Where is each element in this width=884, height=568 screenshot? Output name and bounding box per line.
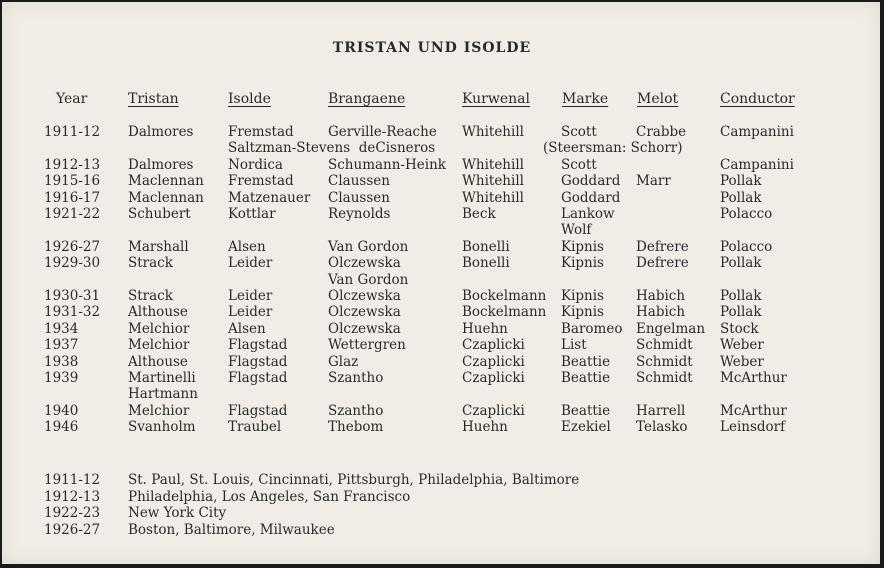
tour-year: 1926-27 — [44, 521, 101, 538]
cell-tristan: Marshall — [128, 238, 189, 255]
cell-kurwenal: Huehn — [462, 320, 508, 337]
document-page — [2, 2, 880, 564]
cell-tristan-alt: Hartmann — [128, 386, 198, 403]
tour-year: 1912-13 — [44, 488, 101, 505]
cell-conductor: McArthur — [720, 402, 787, 419]
cell-conductor: Pollak — [720, 287, 762, 304]
cell-isolde: Alsen — [228, 238, 266, 255]
cell-melot: Schmidt — [636, 369, 693, 386]
cell-brangaene: Olczewska — [328, 304, 401, 321]
cell-kurwenal: Huehn — [462, 419, 508, 436]
cell-marke: Beattie — [561, 353, 611, 370]
cell-kurwenal: Czaplicki — [462, 402, 525, 419]
tour-year: 1922-23 — [44, 505, 101, 522]
cell-marke: Beattie — [561, 369, 611, 386]
cell-marke: Beattie — [561, 402, 611, 419]
cell-year: 1912-13 — [44, 156, 101, 173]
cell-year: 1946 — [44, 419, 79, 436]
cell-marke-alt: Wolf — [561, 222, 592, 239]
cell-kurwenal: Czaplicki — [462, 337, 525, 354]
cell-brangaene: Reynolds — [328, 205, 391, 222]
cell-melot: Crabbe — [636, 124, 687, 140]
cell-melot: Schmidt — [636, 353, 693, 370]
tour-cities: Boston, Baltimore, Milwaukee — [128, 521, 335, 538]
cell-melot: Engelman — [636, 320, 706, 337]
cell-marke: Kipnis — [561, 304, 604, 321]
cell-kurwenal: Whitehill — [462, 124, 524, 140]
cell-year: 1911-12 — [44, 124, 101, 140]
cell-tristan: Althouse — [128, 304, 188, 321]
cell-year: 1921-22 — [44, 205, 101, 222]
cell-tristan: Melchior — [128, 402, 190, 419]
cell-brangaene: Szantho — [328, 369, 384, 386]
cell-kurwenal: Beck — [462, 205, 496, 222]
cell-year: 1939 — [44, 369, 79, 386]
cell-melot: Habich — [636, 304, 686, 321]
cell-brangaene: Szantho — [328, 402, 384, 419]
cell-conductor: Pollak — [720, 304, 762, 321]
cell-conductor: Stock — [720, 320, 759, 337]
cell-marke: List — [561, 337, 587, 354]
cell-tristan: Maclennan — [128, 189, 204, 206]
tour-cities: New York City — [128, 505, 227, 522]
table-row — [2, 403, 880, 419]
cell-melot: Habich — [636, 287, 686, 304]
cell-isolde: Kottlar — [228, 205, 276, 222]
cell-isolde: Traubel — [228, 419, 282, 436]
cell-tristan: Melchior — [128, 337, 190, 354]
cell-brangaene: Thebom — [328, 419, 384, 436]
tour-cities: St. Paul, St. Louis, Cincinnati, Pittsburgh, Philadelphia, Baltimore — [128, 472, 580, 488]
tour-cities: Philadelphia, Los Angeles, San Francisco — [128, 488, 411, 505]
cell-year: 1931-32 — [44, 304, 101, 321]
cell-year: 1930-31 — [44, 287, 101, 304]
cell-year: 1926-27 — [44, 238, 101, 255]
cell-tristan: Dalmores — [128, 156, 194, 173]
cell-kurwenal: Whitehill — [462, 156, 524, 173]
cell-tristan: Althouse — [128, 353, 188, 370]
cell-kurwenal: Whitehill — [462, 189, 524, 206]
cell-brangaene: Olczewska — [328, 255, 401, 272]
cell-conductor: Polacco — [720, 238, 773, 255]
cell-brangaene: Glaz — [328, 353, 359, 370]
cell-brangaene: Gerville-Reache — [328, 124, 437, 140]
table-row — [2, 255, 880, 288]
header-conductor: Conductor — [720, 91, 795, 107]
table-row — [2, 288, 880, 304]
tour-year: 1911-12 — [44, 472, 101, 488]
cell-conductor: Campanini — [720, 124, 794, 140]
cell-kurwenal: Bonelli — [462, 238, 510, 255]
cell-conductor: Polacco — [720, 205, 773, 222]
table-row — [2, 354, 880, 370]
cell-isolde: Fremstad — [228, 124, 294, 140]
header-kurwenal: Kurwenal — [462, 91, 530, 107]
cell-marke: Kipnis — [561, 238, 604, 255]
cell-marke: Ezekiel — [561, 419, 611, 436]
cell-conductor: McArthur — [720, 369, 787, 386]
table-row — [2, 370, 880, 403]
cell-kurwenal: Bonelli — [462, 255, 510, 272]
cell-kurwenal: Whitehill — [462, 173, 524, 190]
cell-tristan: Schubert — [128, 205, 191, 222]
cell-marke: Baromeo — [561, 320, 623, 337]
cell-year: 1934 — [44, 320, 79, 337]
cell-brangaene: Wettergren — [328, 337, 406, 354]
cell-tristan: Svanholm — [128, 419, 196, 436]
cell-isolde-brangaene-alt: Saltzman-Stevens deCisneros — [228, 140, 436, 157]
tour-row — [2, 472, 880, 489]
table-row — [2, 321, 880, 337]
cell-marke: Lankow — [561, 205, 615, 222]
table-row — [2, 239, 880, 255]
table-row — [2, 173, 880, 189]
cell-brangaene: Claussen — [328, 189, 390, 206]
header-isolde: Isolde — [228, 91, 271, 107]
cell-tristan: Dalmores — [128, 124, 194, 140]
cell-melot: Harrell — [636, 402, 686, 419]
cell-marke: Goddard — [561, 189, 621, 206]
page-title: TRISTAN UND ISOLDE — [332, 40, 532, 56]
cell-brangaene: Van Gordon — [328, 238, 409, 255]
cell-isolde: Flagstad — [228, 353, 288, 370]
cell-brangaene: Schumann-Heink — [328, 156, 446, 173]
cell-isolde: Flagstad — [228, 337, 288, 354]
table-row — [2, 337, 880, 353]
cell-marke: Goddard — [561, 173, 621, 190]
cell-year: 1938 — [44, 353, 79, 370]
cell-tristan: Melchior — [128, 320, 190, 337]
cell-isolde: Nordica — [228, 156, 283, 173]
cell-melot: Marr — [636, 173, 671, 190]
cell-conductor: Pollak — [720, 189, 762, 206]
cell-kurwenal: Czaplicki — [462, 369, 525, 386]
cell-year: 1916-17 — [44, 189, 101, 206]
cell-brangaene: Olczewska — [328, 320, 401, 337]
cell-tristan: Maclennan — [128, 173, 204, 190]
cell-conductor: Leinsdorf — [720, 419, 786, 436]
cell-conductor: Weber — [720, 337, 764, 354]
cell-marke: Kipnis — [561, 255, 604, 272]
table-row — [2, 190, 880, 206]
header-brangaene: Brangaene — [328, 91, 406, 107]
cell-melot: Telasko — [636, 419, 688, 436]
table-row — [2, 157, 880, 173]
cell-marke: Kipnis — [561, 287, 604, 304]
cell-isolde: Alsen — [228, 320, 266, 337]
cell-kurwenal: Bockelmann — [462, 287, 547, 304]
cell-marke-alt: (Steersman: Schorr) — [543, 140, 683, 157]
cell-melot: Defrere — [636, 238, 689, 255]
cell-brangaene: Olczewska — [328, 287, 401, 304]
header-melot: Melot — [637, 91, 679, 107]
cell-tristan: Strack — [128, 287, 173, 304]
tour-row — [2, 505, 880, 522]
cell-year: 1915-16 — [44, 173, 101, 190]
cell-year: 1937 — [44, 337, 79, 354]
cell-brangaene-alt: Van Gordon — [328, 271, 409, 288]
header-marke: Marke — [562, 91, 609, 107]
cell-conductor: Campanini — [720, 156, 794, 173]
cell-melot: Schmidt — [636, 337, 693, 354]
cell-isolde: Leider — [228, 304, 273, 321]
cell-melot: Defrere — [636, 255, 689, 272]
cell-isolde: Leider — [228, 287, 273, 304]
cell-isolde: Flagstad — [228, 402, 288, 419]
cell-kurwenal: Bockelmann — [462, 304, 547, 321]
cell-kurwenal: Czaplicki — [462, 353, 525, 370]
cell-tristan: Martinelli — [128, 369, 196, 386]
table-row — [2, 304, 880, 320]
table-row — [2, 124, 880, 157]
tour-row — [2, 489, 880, 506]
cell-tristan: Strack — [128, 255, 173, 272]
cell-year: 1940 — [44, 402, 79, 419]
table-row — [2, 419, 880, 435]
cell-isolde: Matzenauer — [228, 189, 311, 206]
header-year: Year — [56, 91, 88, 107]
cast-table — [2, 124, 880, 435]
cell-conductor: Pollak — [720, 255, 762, 272]
tour-list — [2, 472, 880, 538]
cell-isolde: Fremstad — [228, 173, 294, 190]
cell-conductor: Weber — [720, 353, 764, 370]
cell-isolde: Leider — [228, 255, 273, 272]
tour-row — [2, 522, 880, 539]
cell-marke: Scott — [561, 156, 597, 173]
cell-conductor: Pollak — [720, 173, 762, 190]
cell-year: 1929-30 — [44, 255, 101, 272]
cell-marke: Scott — [561, 124, 597, 140]
header-tristan: Tristan — [128, 91, 179, 107]
cell-brangaene: Claussen — [328, 173, 390, 190]
cell-isolde: Flagstad — [228, 369, 288, 386]
table-row — [2, 206, 880, 239]
